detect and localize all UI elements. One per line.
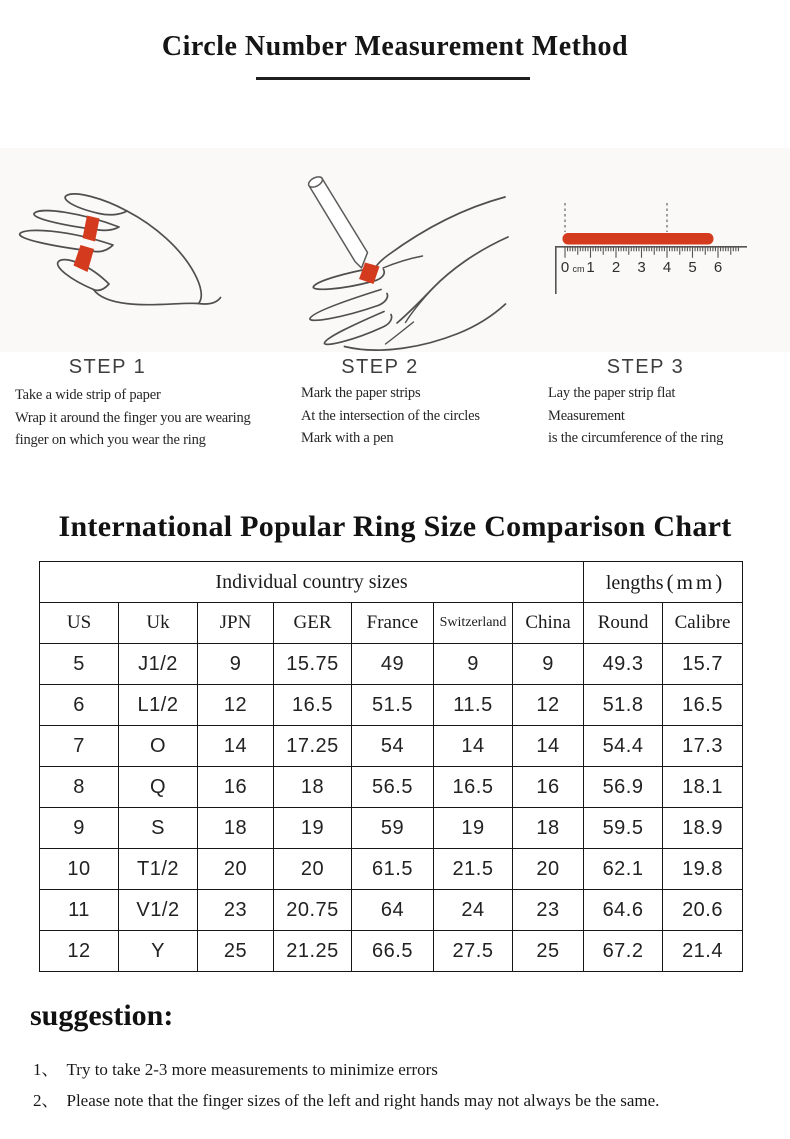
column-header: Calibre — [663, 603, 743, 644]
table-column-header-row — [40, 603, 743, 644]
table-cell: 15.7 — [663, 644, 743, 685]
group-header-lengths — [584, 562, 743, 603]
table-cell: 8 — [40, 767, 119, 808]
paper-strip-flat — [563, 233, 714, 245]
table-cell: 16.5 — [274, 685, 352, 726]
table-cell: 12 — [40, 931, 119, 972]
table-row — [40, 726, 743, 767]
step2-line: Mark with a pen — [301, 430, 394, 446]
table-cell: L1/2 — [119, 685, 198, 726]
suggestion-item-text: Please note that the finger sizes of the left and right hands may not always be the same. — [66, 1091, 660, 1110]
title-underline — [256, 77, 530, 80]
table-cell: 19.8 — [663, 849, 743, 890]
table-cell: 9 — [434, 644, 513, 685]
table-cell: 51.5 — [352, 685, 434, 726]
step2-line: At the intersection of the circles — [301, 407, 480, 424]
table-cell: 18 — [513, 808, 584, 849]
table-cell: O — [119, 726, 198, 767]
table-cell: 16.5 — [434, 767, 513, 808]
table-cell: 6 — [40, 685, 119, 726]
table-cell: 18 — [274, 767, 352, 808]
table-cell: 25 — [513, 931, 584, 972]
suggestion-item — [33, 1055, 790, 1080]
table-cell: 15.75 — [274, 644, 352, 685]
table-cell: 59.5 — [584, 808, 663, 849]
ruler-tick-label: 0 — [560, 259, 570, 276]
ring-finger-outline — [20, 230, 113, 251]
ring-size-table — [39, 561, 743, 972]
table-cell: 14 — [513, 726, 584, 767]
table-cell: 9 — [40, 808, 119, 849]
step2-line: Mark the paper strips — [301, 385, 421, 401]
table-cell: 12 — [198, 685, 274, 726]
knuckle-line — [383, 256, 423, 268]
table-row — [40, 931, 743, 972]
step3-line: Measurement — [548, 407, 625, 424]
step3-label: STEP 3 — [606, 356, 685, 378]
hand-bottom-outline — [345, 304, 506, 350]
table-cell: 67.2 — [584, 931, 663, 972]
column-header: Uk — [119, 603, 198, 644]
column-header: China — [513, 603, 584, 644]
table-cell: 21.4 — [663, 931, 743, 972]
step3-description — [548, 382, 790, 450]
table-cell: 61.5 — [352, 849, 434, 890]
table-cell: 20 — [274, 849, 352, 890]
column-header: Round — [584, 603, 663, 644]
table-cell: T1/2 — [119, 849, 198, 890]
middle-finger-outline — [34, 211, 119, 231]
suggestion-item-text: Try to take 2-3 more measurements to minimize errors — [66, 1060, 438, 1079]
column-header: GER — [274, 603, 352, 644]
step1-line: Take a wide strip of paper — [15, 387, 161, 403]
table-cell: 9 — [198, 644, 274, 685]
table-cell: 54 — [352, 726, 434, 767]
table-title: International Popular Ring Size Comparison Chart — [58, 510, 732, 543]
table-cell: 14 — [198, 726, 274, 767]
table-cell: Y — [119, 931, 198, 972]
table-cell: 62.1 — [584, 849, 663, 890]
table-cell: 17.25 — [274, 726, 352, 767]
step1-hand-illustration — [4, 152, 254, 347]
table-cell: 11.5 — [434, 685, 513, 726]
table-row — [40, 685, 743, 726]
table-cell: 24 — [434, 890, 513, 931]
table-cell: 20.75 — [274, 890, 352, 931]
hand-edge-outline — [127, 211, 201, 304]
table-cell: 21.5 — [434, 849, 513, 890]
table-row — [40, 767, 743, 808]
table-cell: 16 — [513, 767, 584, 808]
table-cell: 49.3 — [584, 644, 663, 685]
table-cell: 51.8 — [584, 685, 663, 726]
table-cell: 18.9 — [663, 808, 743, 849]
table-cell: 54.4 — [584, 726, 663, 767]
table-cell: 21.25 — [274, 931, 352, 972]
table-cell: 23 — [198, 890, 274, 931]
ruler-tick-label: 6 — [713, 259, 723, 276]
step3-ruler-illustration — [540, 193, 790, 308]
table-row — [40, 849, 743, 890]
table-cell: 64.6 — [584, 890, 663, 931]
step1-label: STEP 1 — [68, 356, 147, 378]
table-cell: J1/2 — [119, 644, 198, 685]
paper-strip-mark — [83, 216, 100, 242]
table-row — [40, 890, 743, 931]
ruler-tick-label: 1 — [586, 259, 595, 276]
step1-line: Wrap it around the finger you are wearing — [15, 409, 251, 426]
table-cell: 20.6 — [663, 890, 743, 931]
table-cell: 27.5 — [434, 931, 513, 972]
table-cell: 17.3 — [663, 726, 743, 767]
table-cell: 25 — [198, 931, 274, 972]
column-header: JPN — [198, 603, 274, 644]
step2-pen-hand-illustration — [286, 156, 511, 351]
table-cell: 11 — [40, 890, 119, 931]
step1-line: finger on which you wear the ring — [15, 432, 206, 448]
table-row — [40, 644, 743, 685]
step2-description — [301, 382, 543, 450]
ring-finger-outline — [324, 312, 391, 345]
ruler-tick-label: 2 — [611, 259, 621, 276]
table-cell: 59 — [352, 808, 434, 849]
hand-top-outline — [376, 197, 506, 268]
lengths-unit: (mm) — [666, 569, 726, 594]
table-cell: 16.5 — [663, 685, 743, 726]
table-cell: 66.5 — [352, 931, 434, 972]
step1-description — [15, 384, 295, 452]
suggestion-item — [33, 1086, 790, 1111]
table-cell: 49 — [352, 644, 434, 685]
ruler-tick-label: 4 — [662, 259, 672, 276]
lengths-label: lengths — [605, 571, 664, 594]
table-cell: 9 — [513, 644, 584, 685]
step3-line: is the circumference of the ring — [548, 430, 724, 446]
ruler-unit-label: cm — [572, 264, 585, 274]
suggestion-item-number: 2、 — [33, 1091, 59, 1110]
column-header: US — [40, 603, 119, 644]
table-cell: 19 — [434, 808, 513, 849]
table-cell: 19 — [274, 808, 352, 849]
suggestion-heading: suggestion: — [30, 999, 174, 1032]
column-header: France — [352, 603, 434, 644]
table-group-header-row — [40, 562, 743, 603]
table-cell: 23 — [513, 890, 584, 931]
ruler-tick-label: 5 — [688, 259, 697, 276]
group-header-country-sizes: Individual country sizes — [40, 562, 584, 603]
table-cell: 12 — [513, 685, 584, 726]
table-cell: 16 — [198, 767, 274, 808]
table-cell: S — [119, 808, 198, 849]
ruler-ticks — [565, 247, 738, 258]
table-row — [40, 808, 743, 849]
table-cell: 7 — [40, 726, 119, 767]
table-cell: 18.1 — [663, 767, 743, 808]
step3-line: Lay the paper strip flat — [548, 385, 676, 401]
ruler-tick-label: 3 — [637, 259, 646, 276]
table-cell: 10 — [40, 849, 119, 890]
step2-label: STEP 2 — [341, 356, 419, 378]
table-cell: 56.9 — [584, 767, 663, 808]
index-finger-outline — [65, 194, 127, 215]
table-cell: 64 — [352, 890, 434, 931]
table-cell: Q — [119, 767, 198, 808]
table-cell: 20 — [198, 849, 274, 890]
table-cell: 14 — [434, 726, 513, 767]
table-cell: 18 — [198, 808, 274, 849]
thumb-crease-line — [386, 322, 414, 344]
suggestion-item-number: 1、 — [33, 1060, 59, 1079]
table-cell: V1/2 — [119, 890, 198, 931]
table-cell: 20 — [513, 849, 584, 890]
palm-crease-line — [406, 288, 434, 323]
pen-icon — [310, 178, 368, 269]
column-header: Switzerland — [434, 603, 513, 644]
table-cell: 56.5 — [352, 767, 434, 808]
page-title: Circle Number Measurement Method — [161, 31, 629, 62]
table-cell: 5 — [40, 644, 119, 685]
